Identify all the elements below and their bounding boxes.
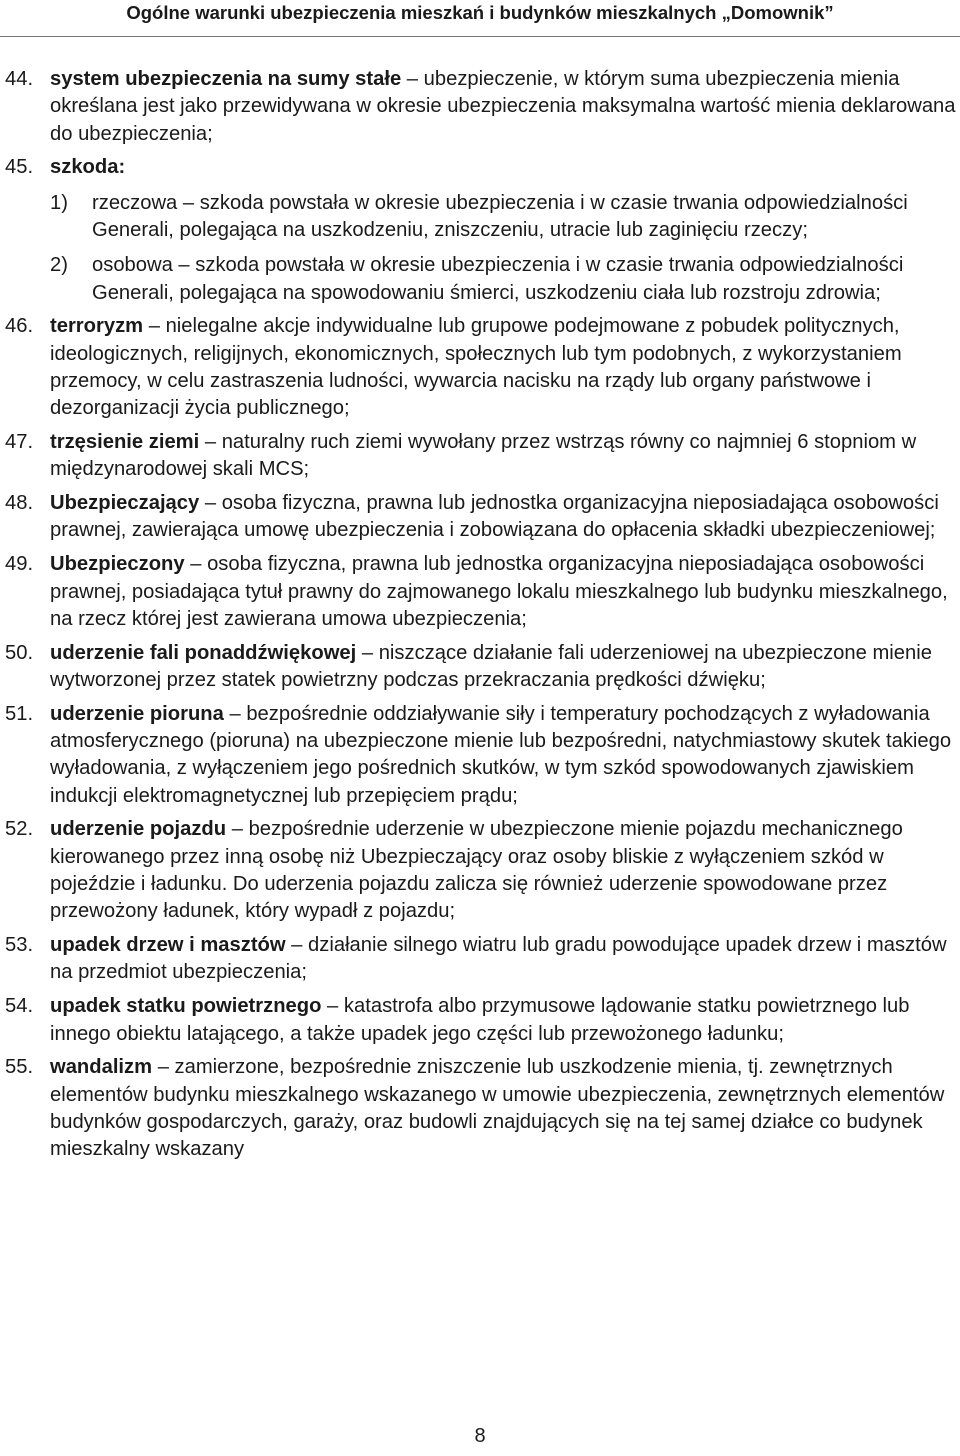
subitem-number: 2) xyxy=(50,254,68,277)
definition-separator: – xyxy=(152,1056,175,1079)
definition-text: działanie silnego wiatru lub gradu powodujące upadek drzew i masztów na przedmiot ubezpieczenia; xyxy=(50,934,947,984)
definition-body xyxy=(50,553,948,630)
definition-separator: – xyxy=(321,995,344,1018)
definition-entry xyxy=(0,816,960,925)
definition-separator: – xyxy=(226,818,249,841)
definition-text: niszczące działanie fali uderzeniowej na ubezpieczone mienie wytworzonej przez statek powietrzny podczas przekraczania prędkości dźwięku; xyxy=(50,641,932,691)
definition-term: wandalizm xyxy=(50,1056,153,1079)
subitem-text: osobowa – szkoda powstała w okresie ubezpieczenia i w czasie trwania odpowiedzialności Generali, polegająca na spowodowaniu śmierci, uszkodzeniu ciała lub rozstroju zdrowia; xyxy=(92,254,904,304)
definition-body xyxy=(50,934,947,983)
definition-entry xyxy=(0,490,960,545)
definition-entry xyxy=(0,154,960,306)
definition-separator: – xyxy=(143,315,166,338)
definition-number: 54. xyxy=(5,995,34,1018)
definition-text: osoba fizyczna, prawna lub jednostka organizacyjna nieposiadająca osobowości prawnej, zawierająca umowę ubezpieczenia i zobowiązana do opłacenia składki ubezpieczeniowej; xyxy=(50,492,939,542)
definition-text: katastrofa albo przymusowe lądowanie statku powietrznego lub innego obiektu latającego, a także upadek jego części lub przewożonego ładunku; xyxy=(50,995,910,1045)
definition-number: 52. xyxy=(5,818,34,841)
definition-entry xyxy=(0,429,960,484)
subitem-text: rzeczowa – szkoda powstała w okresie ubezpieczenia i w czasie trwania odpowiedzialności Generali, polegająca na uszkodzeniu, zniszczeniu, utracie lub zaginięciu rzeczy; xyxy=(92,191,908,241)
definition-term: uderzenie pojazdu xyxy=(50,818,227,841)
definition-number: 48. xyxy=(5,492,34,515)
definition-number: 55. xyxy=(5,1056,34,1079)
definition-body xyxy=(50,703,951,807)
definition-text: naturalny ruch ziemi wywołany przez wstrząs równy co najmniej 6 stopniom w międzynarodowej skali MCS; xyxy=(50,431,917,481)
definition-number: 46. xyxy=(5,315,34,338)
definition-body xyxy=(50,642,932,691)
definition-separator: – xyxy=(285,934,309,957)
definition-subitem xyxy=(50,252,960,307)
definition-body xyxy=(50,315,902,419)
definition-entry xyxy=(0,551,960,633)
definition-text: osoba fizyczna, prawna lub jednostka organizacyjna nieposiadająca osobowości prawnej, posiadająca tytuł prawny do zajmowanego lokalu mieszkalnego lub budynku mieszkalnego, na rzecz której jest zawierana umowa ubezpieczenia; xyxy=(50,553,948,630)
definition-body xyxy=(50,492,939,541)
definition-number: 44. xyxy=(5,68,34,90)
definition-number: 47. xyxy=(5,431,34,454)
definition-separator: – xyxy=(199,492,222,515)
subitem-number: 1) xyxy=(50,191,68,214)
definition-term: Ubezpieczony xyxy=(50,553,185,576)
definition-number: 50. xyxy=(5,641,34,664)
definition-separator: – xyxy=(223,702,247,725)
definition-number: 53. xyxy=(5,934,34,957)
definition-separator: – xyxy=(199,431,222,454)
definition-entry xyxy=(0,66,960,148)
definition-term: terroryzm xyxy=(50,315,144,338)
definition-body xyxy=(50,68,956,145)
definition-entry xyxy=(0,1054,960,1163)
definitions-list xyxy=(0,66,960,1170)
definition-term: upadek drzew i masztów xyxy=(50,934,286,957)
definition-separator: – xyxy=(401,68,424,90)
definition-entry xyxy=(0,993,960,1048)
definition-body xyxy=(50,995,909,1044)
definition-body xyxy=(50,431,916,480)
definition-text: nielegalne akcje indywidualne lub grupowe podejmowane z pobudek politycznych, ideologicznych, religijnych, ekonomicznych, społecznych lub tym podobnych, z wykorzystaniem przemocy, w celu zastraszenia ludności, wywarcia nacisku na rządy lub organy państwowe i dezorganizacji życia publicznego; xyxy=(50,315,902,420)
definition-term: trzęsienie ziemi xyxy=(50,431,200,454)
definition-term: szkoda: xyxy=(50,156,126,179)
definition-body xyxy=(50,1056,944,1160)
header-divider xyxy=(0,36,960,37)
definition-number: 49. xyxy=(5,553,34,576)
definition-text: bezpośrednie uderzenie w ubezpieczone mienie pojazdu mechanicznego kierowanego przez inną osobę niż Ubezpieczający oraz osoby bliskie z wyłączeniem szkód w pojeździe i ładunku. Do uderzenia pojazdu zalicza się również uderzenie spowodowane przez przewożony ładunek, który wypadł z pojazdu; xyxy=(50,818,903,923)
definition-number: 45. xyxy=(5,156,34,179)
definition-separator: – xyxy=(356,641,379,664)
definition-number: 51. xyxy=(5,702,34,725)
definition-term: uderzenie pioruna xyxy=(50,702,224,725)
definition-term: system ubezpieczenia na sumy stałe xyxy=(50,68,402,90)
definition-text: zamierzone, bezpośrednie zniszczenie lub uszkodzenie mienia, tj. zewnętrznych elementów budynku mieszkalnego wskazanego w umowie ubezpieczenia, zewnętrznych elementów budynków gospodarczych, garaży, oraz budowli znajdujących się na tej samej działce co budynek mieszkalny wskazany xyxy=(50,1056,945,1161)
definition-body xyxy=(50,156,125,178)
definition-body xyxy=(50,818,903,922)
page-header: Ogólne warunki ubezpieczenia mieszkań i budynków mieszkalnych „Domownik” xyxy=(126,2,834,23)
definition-term: uderzenie fali ponaddźwiękowej xyxy=(50,641,357,664)
definition-entry xyxy=(0,932,960,987)
definition-entry xyxy=(0,313,960,422)
definition-text: bezpośrednie oddziaływanie siły i temperatury pochodzących z wyładowania atmosferycznego (pioruna) na ubezpieczone mienie lub bezpośredni, natychmiastowy skutek takiego wyładowania, z wyłączeniem jego pośrednich skutków, w tym szkód spowodowanych zjawiskiem indukcji elektromagnetycznej lub przepięciem prądu; xyxy=(50,702,952,807)
definition-text: ubezpieczenie, w którym suma ubezpieczenia mienia określana jest jako przewidywana w okresie ubezpieczenia maksymalna wartość mienia deklarowana do ubezpieczenia; xyxy=(50,68,956,145)
definition-term: upadek statku powietrznego xyxy=(50,995,322,1018)
definition-subitem xyxy=(50,190,960,245)
definition-term: Ubezpieczający xyxy=(50,492,200,515)
page-number: 8 xyxy=(474,1425,486,1447)
definition-separator: – xyxy=(184,553,208,576)
definition-entry xyxy=(0,701,960,810)
definition-entry xyxy=(0,640,960,695)
